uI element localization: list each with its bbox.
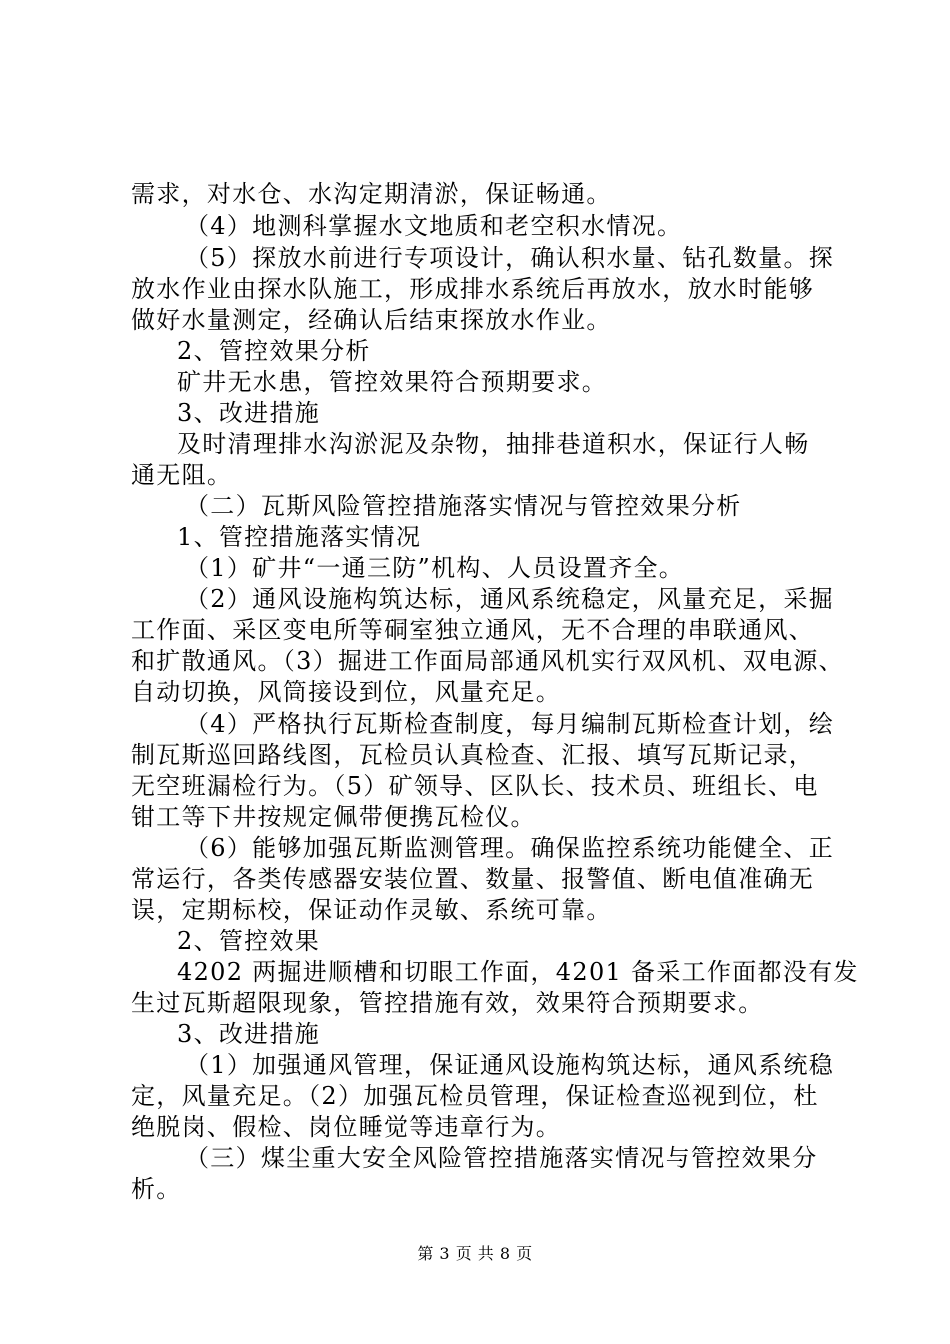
text-line: （6）能够加强瓦斯监测管理。确保监控系统功能健全、正 bbox=[185, 834, 835, 862]
text-line: 4202 两掘进顺槽和切眼工作面，4201 备采工作面都没有发 bbox=[177, 958, 859, 986]
text-line: 绝脱岗、假检、岗位睡觉等违章行为。 bbox=[131, 1113, 562, 1141]
section-heading: 1、管控措施落实情况 bbox=[177, 523, 422, 551]
text-line: （5）探放水前进行专项设计，确认积水量、钻孔数量。探 bbox=[185, 244, 835, 272]
section-heading: （三）煤尘重大安全风险管控措施落实情况与管控效果分 bbox=[185, 1144, 818, 1172]
text-line: 析。 bbox=[131, 1175, 182, 1203]
text-line: 需求，对水仓、水沟定期清淤，保证畅通。 bbox=[131, 180, 612, 208]
text-line: （4）地测科掌握水文地质和老空积水情况。 bbox=[185, 212, 683, 240]
section-heading: 2、管控效果 bbox=[177, 927, 321, 955]
text-line: 常运行，各类传感器安装位置、数量、报警值、断电值准确无 bbox=[131, 865, 815, 893]
text-line: 通无阻。 bbox=[131, 461, 233, 489]
text-line: 及时清理排水沟淤泥及杂物，抽排巷道积水，保证行人畅 bbox=[177, 430, 810, 458]
text-line: （1）加强通风管理，保证通风设施构筑达标，通风系统稳 bbox=[185, 1051, 835, 1079]
text-line: 定，风量充足。（2）加强瓦检员管理，保证检查巡视到位，杜 bbox=[131, 1082, 819, 1110]
text-line: 矿井无水患，管控效果符合预期要求。 bbox=[177, 368, 608, 396]
text-line: 放水作业由探水队施工，形成排水系统后再放水，放水时能够 bbox=[131, 275, 815, 303]
text-line: （4）严格执行瓦斯检查制度，每月编制瓦斯检查计划，绘 bbox=[185, 710, 835, 738]
section-heading: 2、管控效果分析 bbox=[177, 337, 371, 365]
text-line: 钳工等下井按规定佩带便携瓦检仪。 bbox=[131, 803, 536, 831]
section-heading: 3、改进措施 bbox=[177, 1020, 321, 1048]
section-heading: 3、改进措施 bbox=[177, 399, 321, 427]
text-line: 生过瓦斯超限现象，管控措施有效，效果符合预期要求。 bbox=[131, 989, 764, 1017]
text-line: 自动切换，风筒接设到位，风量充足。 bbox=[131, 678, 562, 706]
text-line: 误，定期标校，保证动作灵敏、系统可靠。 bbox=[131, 896, 612, 924]
section-heading: （二）瓦斯风险管控措施落实情况与管控效果分析 bbox=[185, 492, 742, 520]
text-line: 无空班漏检行为。（5）矿领导、区队长、技术员、班组长、电 bbox=[131, 772, 819, 800]
text-line: 制瓦斯巡回路线图，瓦检员认真检查、汇报、填写瓦斯记录， bbox=[131, 741, 815, 769]
page-number-footer: 第 3 页 共 8 页 bbox=[417, 1244, 533, 1263]
text-line: 和扩散通风。（3）掘进工作面局部通风机实行双风机、双电源、 bbox=[131, 647, 844, 675]
text-line: （2）通风设施构筑达标，通风系统稳定，风量充足，采掘 bbox=[185, 585, 835, 613]
text-line: 做好水量测定，经确认后结束探放水作业。 bbox=[131, 306, 612, 334]
text-line: （1）矿井“一通三防”机构、人员设置齐全。 bbox=[185, 554, 685, 582]
text-line: 工作面、采区变电所等硐室独立通风，无不合理的串联通风、 bbox=[131, 616, 815, 644]
